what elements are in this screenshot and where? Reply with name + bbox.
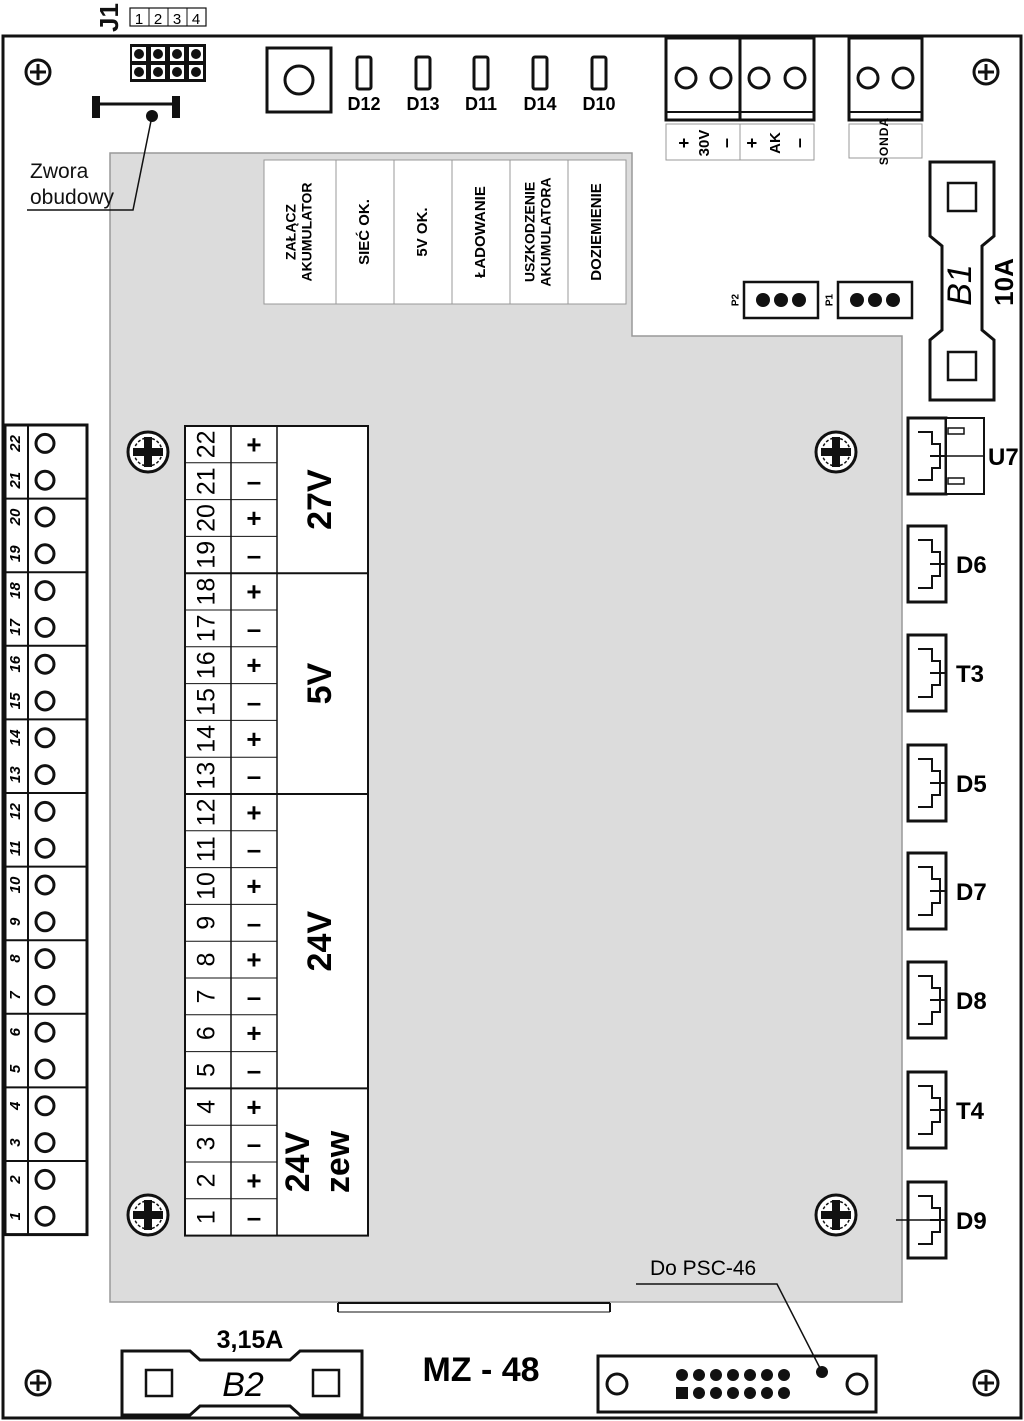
left-terminal-number: 1 [6,1212,24,1221]
group-label: 24V [300,910,339,972]
led-legend-table [264,160,626,304]
terminal-sonda [849,38,922,165]
terminal-screw [36,986,54,1004]
terminal-30v-ak [666,38,814,160]
right-components [896,418,1019,1258]
left-terminal-number: 3 [6,1138,24,1147]
led-d11 [474,57,488,89]
component-label: D9 [956,1208,987,1235]
led-d12 [357,57,371,89]
left-terminal-number: 19 [6,545,24,563]
model-label: MZ - 48 [422,1351,540,1389]
j1-pin-1: 1 [134,11,144,28]
terminal-number: 1 [192,1210,221,1225]
terminal-screw [36,582,54,600]
fuse-b2-name: B2 [222,1366,264,1404]
j1-pin-3: 3 [172,11,182,28]
terminal-number: 11 [192,836,221,863]
terminal-polarity: + [246,650,262,681]
terminal-screw [36,1170,54,1188]
led-row [347,57,615,114]
led-d13 [416,57,430,89]
j1-pin-4: 4 [191,11,201,28]
header-p1 [825,282,912,318]
terminal-polarity: – [246,613,262,644]
terminal-number: 9 [192,915,221,930]
terminal-number: 7 [192,989,221,1004]
terminal-polarity: – [246,466,262,497]
terminal-polarity: + [246,503,262,533]
terminal-screw [36,1060,54,1078]
left-terminal-number: 21 [6,471,24,489]
terminal-polarity: + [246,871,262,901]
left-terminal-number: 13 [6,766,24,783]
left-terminal-number: 11 [6,840,24,856]
terminal-polarity: + [246,1091,262,1122]
component-label: U7 [988,444,1019,471]
left-terminal-number: 2 [6,1175,24,1184]
led-label: D14 [523,94,557,114]
group-label: 5V [300,662,339,705]
terminal-number: 5 [192,1063,221,1077]
j1-header [94,3,206,82]
fuse-b2-rating: 3,15A [216,1326,284,1354]
left-terminal-number: 10 [6,876,24,894]
group-label: 27V [300,469,339,530]
terminal-polarity: + [246,576,262,607]
j1-label: J1 [94,3,124,32]
terminal-polarity: + [246,944,262,975]
terminal-screw [36,876,54,894]
housing-jumper-label-2: obudowy [30,186,115,209]
ak-minus: – [788,137,809,149]
group-label-2: zew [318,1130,357,1194]
terminal-number: 19 [192,540,221,569]
component-label: T4 [956,1098,985,1125]
group-label: 24V [278,1131,317,1193]
v30-minus: – [715,137,736,149]
left-terminal-number: 5 [6,1064,24,1074]
terminal-screw [36,839,54,857]
terminal-screw [36,692,54,710]
terminal-polarity: – [246,1055,262,1085]
legend-text: SIEĆ OK. [355,199,373,265]
terminal-screw [36,434,54,452]
header-p2 [731,282,818,318]
left-terminal-number: 12 [6,803,24,820]
component-label: D7 [956,879,987,906]
terminal-number: 17 [192,614,221,643]
terminal-number: 20 [192,504,221,532]
legend-text: ZAŁĄCZ [282,204,299,260]
terminal-number: 15 [192,688,221,716]
housing-jumper-label-1: Zwora [30,160,89,183]
terminal-polarity: + [246,1018,262,1049]
component-label: D6 [956,552,987,579]
left-terminal-number: 20 [6,508,24,526]
terminal-screw [36,1097,54,1115]
terminal-number: 22 [192,430,221,459]
terminal-screw [36,1023,54,1041]
terminal-number: 3 [192,1136,221,1151]
terminal-screw [36,950,54,968]
terminal-polarity: + [246,429,262,460]
terminal-screw [36,618,54,636]
terminal-screw [36,802,54,820]
terminal-number: 6 [192,1026,221,1041]
terminal-screw [36,729,54,747]
terminal-number: 18 [192,577,221,606]
terminal-polarity: + [246,1165,262,1196]
terminal-screw [36,545,54,563]
led-label: D10 [582,94,616,114]
left-terminal-number: 14 [6,729,24,747]
left-terminal-number: 9 [6,917,24,926]
legend-text: 5V OK. [413,207,431,257]
terminal-number: 10 [192,872,221,900]
push-button [267,48,331,112]
v30-plus: + [673,137,694,149]
terminal-screw [36,471,54,489]
left-terminal-number: 6 [6,1028,24,1037]
terminal-polarity: – [246,907,262,938]
terminal-polarity: – [246,834,262,865]
left-terminal-number: 16 [6,655,24,673]
psc-label: Do PSC-46 [650,1257,757,1280]
ak-plus: + [741,137,762,149]
terminal-polarity: – [246,687,262,717]
left-terminal-number: 18 [6,582,24,599]
led-d14 [533,57,547,89]
header-p1-label: P1 [824,293,836,307]
left-terminal-number: 17 [6,619,24,636]
terminal-number: 8 [192,952,221,967]
led-label: D11 [464,94,498,114]
legend-text: AKUMULATORA [537,177,554,287]
terminal-number: 13 [192,761,221,790]
ak-label: AK [766,132,784,154]
left-terminal-number: 15 [6,692,24,710]
component-label: T3 [956,661,985,688]
j1-pin-2: 2 [153,11,163,28]
terminal-number: 12 [192,798,221,827]
fuse-b1-rating: 10A [988,258,1019,306]
header-p2-label: P2 [730,293,742,307]
sonda-label: SONDA [877,116,892,166]
terminal-polarity: + [246,723,262,754]
legend-text: USZKODZENIE [521,181,538,283]
terminal-screw [36,913,54,931]
terminal-number: 14 [192,724,221,753]
fuse-b1 [930,162,1019,400]
left-terminal-number: 22 [6,435,24,452]
left-terminal-number: 8 [6,954,24,963]
terminal-screw [36,766,54,784]
terminal-number: 21 [192,467,221,496]
terminal-polarity: – [246,760,262,791]
terminal-polarity: – [246,1202,262,1233]
terminal-polarity: – [246,981,262,1012]
component-label: D8 [956,988,987,1015]
fuse-b2 [122,1326,362,1415]
left-terminal-number: 7 [6,991,24,1000]
led-d10 [592,57,606,89]
component-label: D5 [956,771,987,798]
terminal-polarity: – [246,539,262,570]
terminal-screw [36,508,54,526]
terminal-table [185,426,368,1236]
terminal-number: 4 [192,1099,221,1114]
terminal-polarity: – [246,1128,262,1159]
v30-label: 30V [695,129,713,157]
legend-text: DOZIEMIENIE [587,183,605,281]
led-label: D13 [406,94,440,114]
terminal-screw [36,1207,54,1225]
legend-text: ŁADOWANIE [471,186,489,278]
left-terminal-strip [5,425,87,1235]
terminal-number: 16 [192,651,221,680]
terminal-screw [36,655,54,673]
fuse-b1-name: B1 [940,264,979,306]
legend-text: AKUMULATOR [298,182,315,282]
terminal-number: 2 [192,1173,221,1188]
terminal-polarity: + [246,797,262,828]
led-label: D12 [347,94,381,114]
left-terminal-number: 4 [6,1101,24,1110]
terminal-screw [36,1134,54,1152]
